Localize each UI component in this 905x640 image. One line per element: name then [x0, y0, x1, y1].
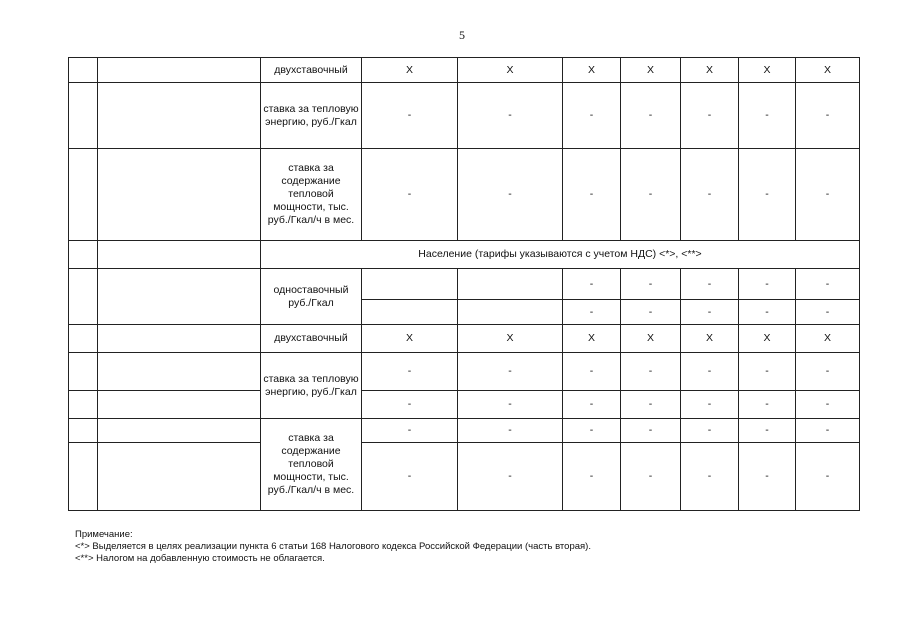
- dash-mark: -: [796, 353, 860, 391]
- x-mark: X: [796, 58, 860, 83]
- dash-mark: -: [563, 419, 621, 443]
- x-mark: X: [739, 325, 796, 353]
- dash-mark: -: [681, 149, 739, 241]
- table-cell: [69, 83, 98, 149]
- dash-mark: -: [681, 269, 739, 300]
- dash-mark: -: [458, 391, 563, 419]
- table-cell: [69, 269, 98, 325]
- x-mark: X: [621, 325, 681, 353]
- notes-title: Примечание:: [75, 529, 133, 540]
- row-label: ставка за содержание тепловой мощности, тыс. руб./Гкал/ч в мес.: [261, 419, 362, 511]
- table-row: [69, 83, 860, 149]
- dash-mark: -: [563, 391, 621, 419]
- table-row: [69, 58, 860, 83]
- dash-mark: -: [458, 149, 563, 241]
- dash-mark: -: [681, 300, 739, 325]
- dash-mark: -: [739, 419, 796, 443]
- dash-mark: -: [621, 269, 681, 300]
- dash-mark: -: [739, 443, 796, 511]
- table-cell: [458, 300, 563, 325]
- dash-mark: -: [796, 443, 860, 511]
- tariff-table: [68, 57, 860, 511]
- page-number: 5: [459, 28, 465, 42]
- dash-mark: -: [739, 269, 796, 300]
- table-cell: [69, 391, 98, 419]
- dash-mark: -: [796, 269, 860, 300]
- x-mark: X: [739, 58, 796, 83]
- dash-mark: -: [563, 353, 621, 391]
- dash-mark: -: [796, 419, 860, 443]
- table-row: [69, 149, 860, 241]
- row-label: ставка за тепловую энергию, руб./Гкал: [261, 353, 362, 419]
- dash-mark: -: [563, 83, 621, 149]
- row-label: ставка за содержание тепловой мощности, тыс. руб./Гкал/ч в мес.: [261, 149, 362, 241]
- dash-mark: -: [739, 353, 796, 391]
- x-mark: X: [563, 325, 621, 353]
- row-label: одноставочный руб./Гкал: [261, 269, 362, 325]
- dash-mark: -: [458, 353, 563, 391]
- dash-mark: -: [362, 353, 458, 391]
- table-cell: [98, 58, 261, 83]
- row-label: двухставочный: [261, 325, 362, 353]
- dash-mark: -: [681, 443, 739, 511]
- dash-mark: -: [681, 83, 739, 149]
- table-cell: [98, 325, 261, 353]
- table-row: [69, 419, 860, 443]
- dash-mark: -: [362, 149, 458, 241]
- x-mark: X: [621, 58, 681, 83]
- dash-mark: -: [362, 391, 458, 419]
- x-mark: X: [681, 325, 739, 353]
- table-row: [69, 269, 860, 300]
- table-row: [69, 325, 860, 353]
- table-cell: [69, 443, 98, 511]
- dash-mark: -: [563, 443, 621, 511]
- dash-mark: -: [681, 419, 739, 443]
- table-cell: [69, 325, 98, 353]
- section-header: Население (тарифы указываются с учетом НДС) <*>, <**>: [261, 241, 860, 269]
- table-cell: [98, 391, 261, 419]
- dash-mark: -: [796, 300, 860, 325]
- dash-mark: -: [739, 300, 796, 325]
- notes-block: [75, 529, 591, 565]
- dash-mark: -: [362, 419, 458, 443]
- x-mark: X: [458, 58, 563, 83]
- x-mark: X: [681, 58, 739, 83]
- table-cell: [98, 241, 261, 269]
- footnote-2: <**> Налогом на добавленную стоимость не облагается.: [75, 553, 325, 564]
- table-cell: [458, 269, 563, 300]
- table-row: [69, 353, 860, 391]
- dash-mark: -: [621, 353, 681, 391]
- table-row: [69, 241, 860, 269]
- dash-mark: -: [458, 419, 563, 443]
- table-cell: [98, 149, 261, 241]
- row-label: ставка за тепловую энергию, руб./Гкал: [261, 83, 362, 149]
- footnote-1: <*> Выделяется в целях реализации пункта 6 статьи 168 Налогового кодекса Российской Федерации (часть вторая).: [75, 541, 591, 552]
- table-cell: [98, 269, 261, 325]
- row-label: двухставочный: [261, 58, 362, 83]
- table-cell: [98, 83, 261, 149]
- dash-mark: -: [362, 443, 458, 511]
- dash-mark: -: [563, 149, 621, 241]
- dash-mark: -: [563, 300, 621, 325]
- dash-mark: -: [458, 83, 563, 149]
- dash-mark: -: [563, 269, 621, 300]
- table-cell: [69, 149, 98, 241]
- x-mark: X: [362, 325, 458, 353]
- table-row: [69, 443, 860, 511]
- dash-mark: -: [621, 443, 681, 511]
- dash-mark: -: [796, 391, 860, 419]
- dash-mark: -: [739, 149, 796, 241]
- table-cell: [69, 353, 98, 391]
- table-row: [69, 391, 860, 419]
- x-mark: X: [362, 58, 458, 83]
- table-cell: [69, 241, 98, 269]
- dash-mark: -: [681, 391, 739, 419]
- table-cell: [98, 443, 261, 511]
- table-cell: [98, 353, 261, 391]
- dash-mark: -: [621, 300, 681, 325]
- dash-mark: -: [621, 149, 681, 241]
- dash-mark: -: [458, 443, 563, 511]
- table-cell: [69, 419, 98, 443]
- dash-mark: -: [681, 353, 739, 391]
- x-mark: X: [458, 325, 563, 353]
- dash-mark: -: [796, 149, 860, 241]
- table-cell: [362, 269, 458, 300]
- dash-mark: -: [621, 419, 681, 443]
- table-cell: [98, 419, 261, 443]
- dash-mark: -: [739, 83, 796, 149]
- dash-mark: -: [739, 391, 796, 419]
- table-cell: [69, 58, 98, 83]
- x-mark: X: [796, 325, 860, 353]
- dash-mark: -: [362, 83, 458, 149]
- dash-mark: -: [621, 83, 681, 149]
- x-mark: X: [563, 58, 621, 83]
- table-cell: [362, 300, 458, 325]
- dash-mark: -: [796, 83, 860, 149]
- dash-mark: -: [621, 391, 681, 419]
